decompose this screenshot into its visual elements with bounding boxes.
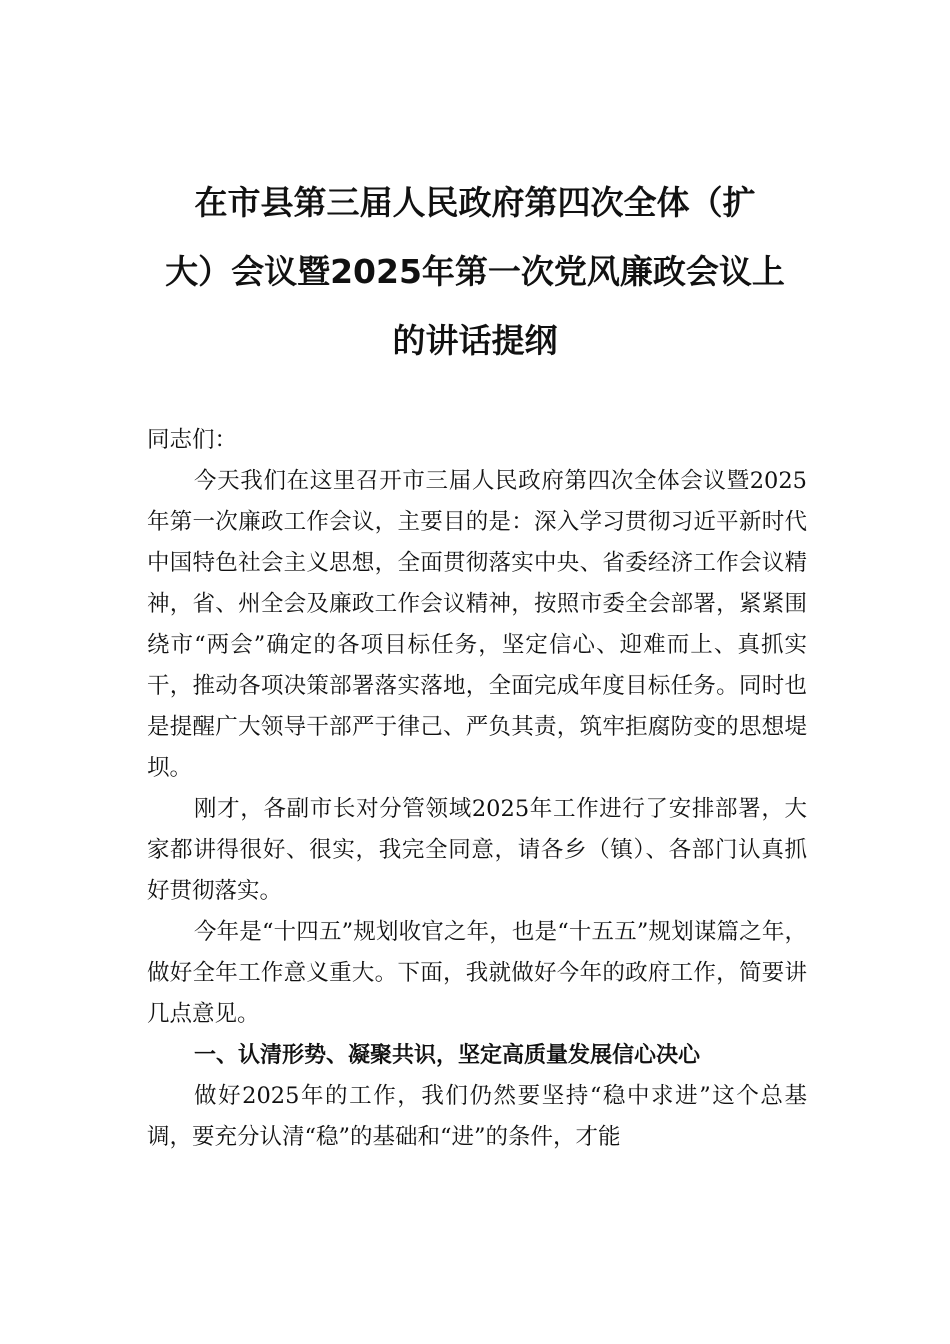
- salutation: 同志们：: [147, 427, 238, 453]
- title-line-1: 在市县第三届人民政府第四次全体（扩: [194, 183, 756, 222]
- section-heading-1: 一、认清形势、凝聚共识，坚定高质量发展信心决心: [194, 1043, 701, 1068]
- document-body: [147, 420, 807, 1158]
- document-title: [140, 168, 810, 375]
- section-1-paragraph: 做好2025年的工作，我们仍然要坚持“稳中求进”这个总基调，要充分认清“稳”的基础和“进”的条件，才能: [147, 1083, 807, 1150]
- paragraph-intro: 今天我们在这里召开市三届人民政府第四次全体会议暨2025年第一次廉政工作会议，主要目的是：深入学习贯彻习近平新时代中国特色社会主义思想，全面贯彻落实中央、省委经济工作会议精神，省、州全会及廉政工作会议精神，按照市委全会部署，紧紧围绕市“两会”确定的各项目标任务，坚定信心、迎难而上、真抓实干，推动各项决策部署落实落地，全面完成年度目标任务。同时也是提醒广大领导干部严于律己、严负其责，筑牢拒腐防变的思想堤坝。: [147, 468, 807, 781]
- paragraph-this-year: 今年是“十四五”规划收官之年，也是“十五五”规划谋篇之年，做好全年工作意义重大。下面，我就做好今年的政府工作，简要讲几点意见。: [147, 919, 807, 1027]
- title-line-2: 大）会议暨2025年第一次党风廉政会议上: [165, 252, 785, 291]
- title-line-3: 的讲话提纲: [392, 321, 558, 360]
- paragraph-vice-mayors: 刚才，各副市长对分管领域2025年工作进行了安排部署，大家都讲得很好、很实，我完全同意，请各乡（镇）、各部门认真抓好贯彻落实。: [147, 796, 807, 904]
